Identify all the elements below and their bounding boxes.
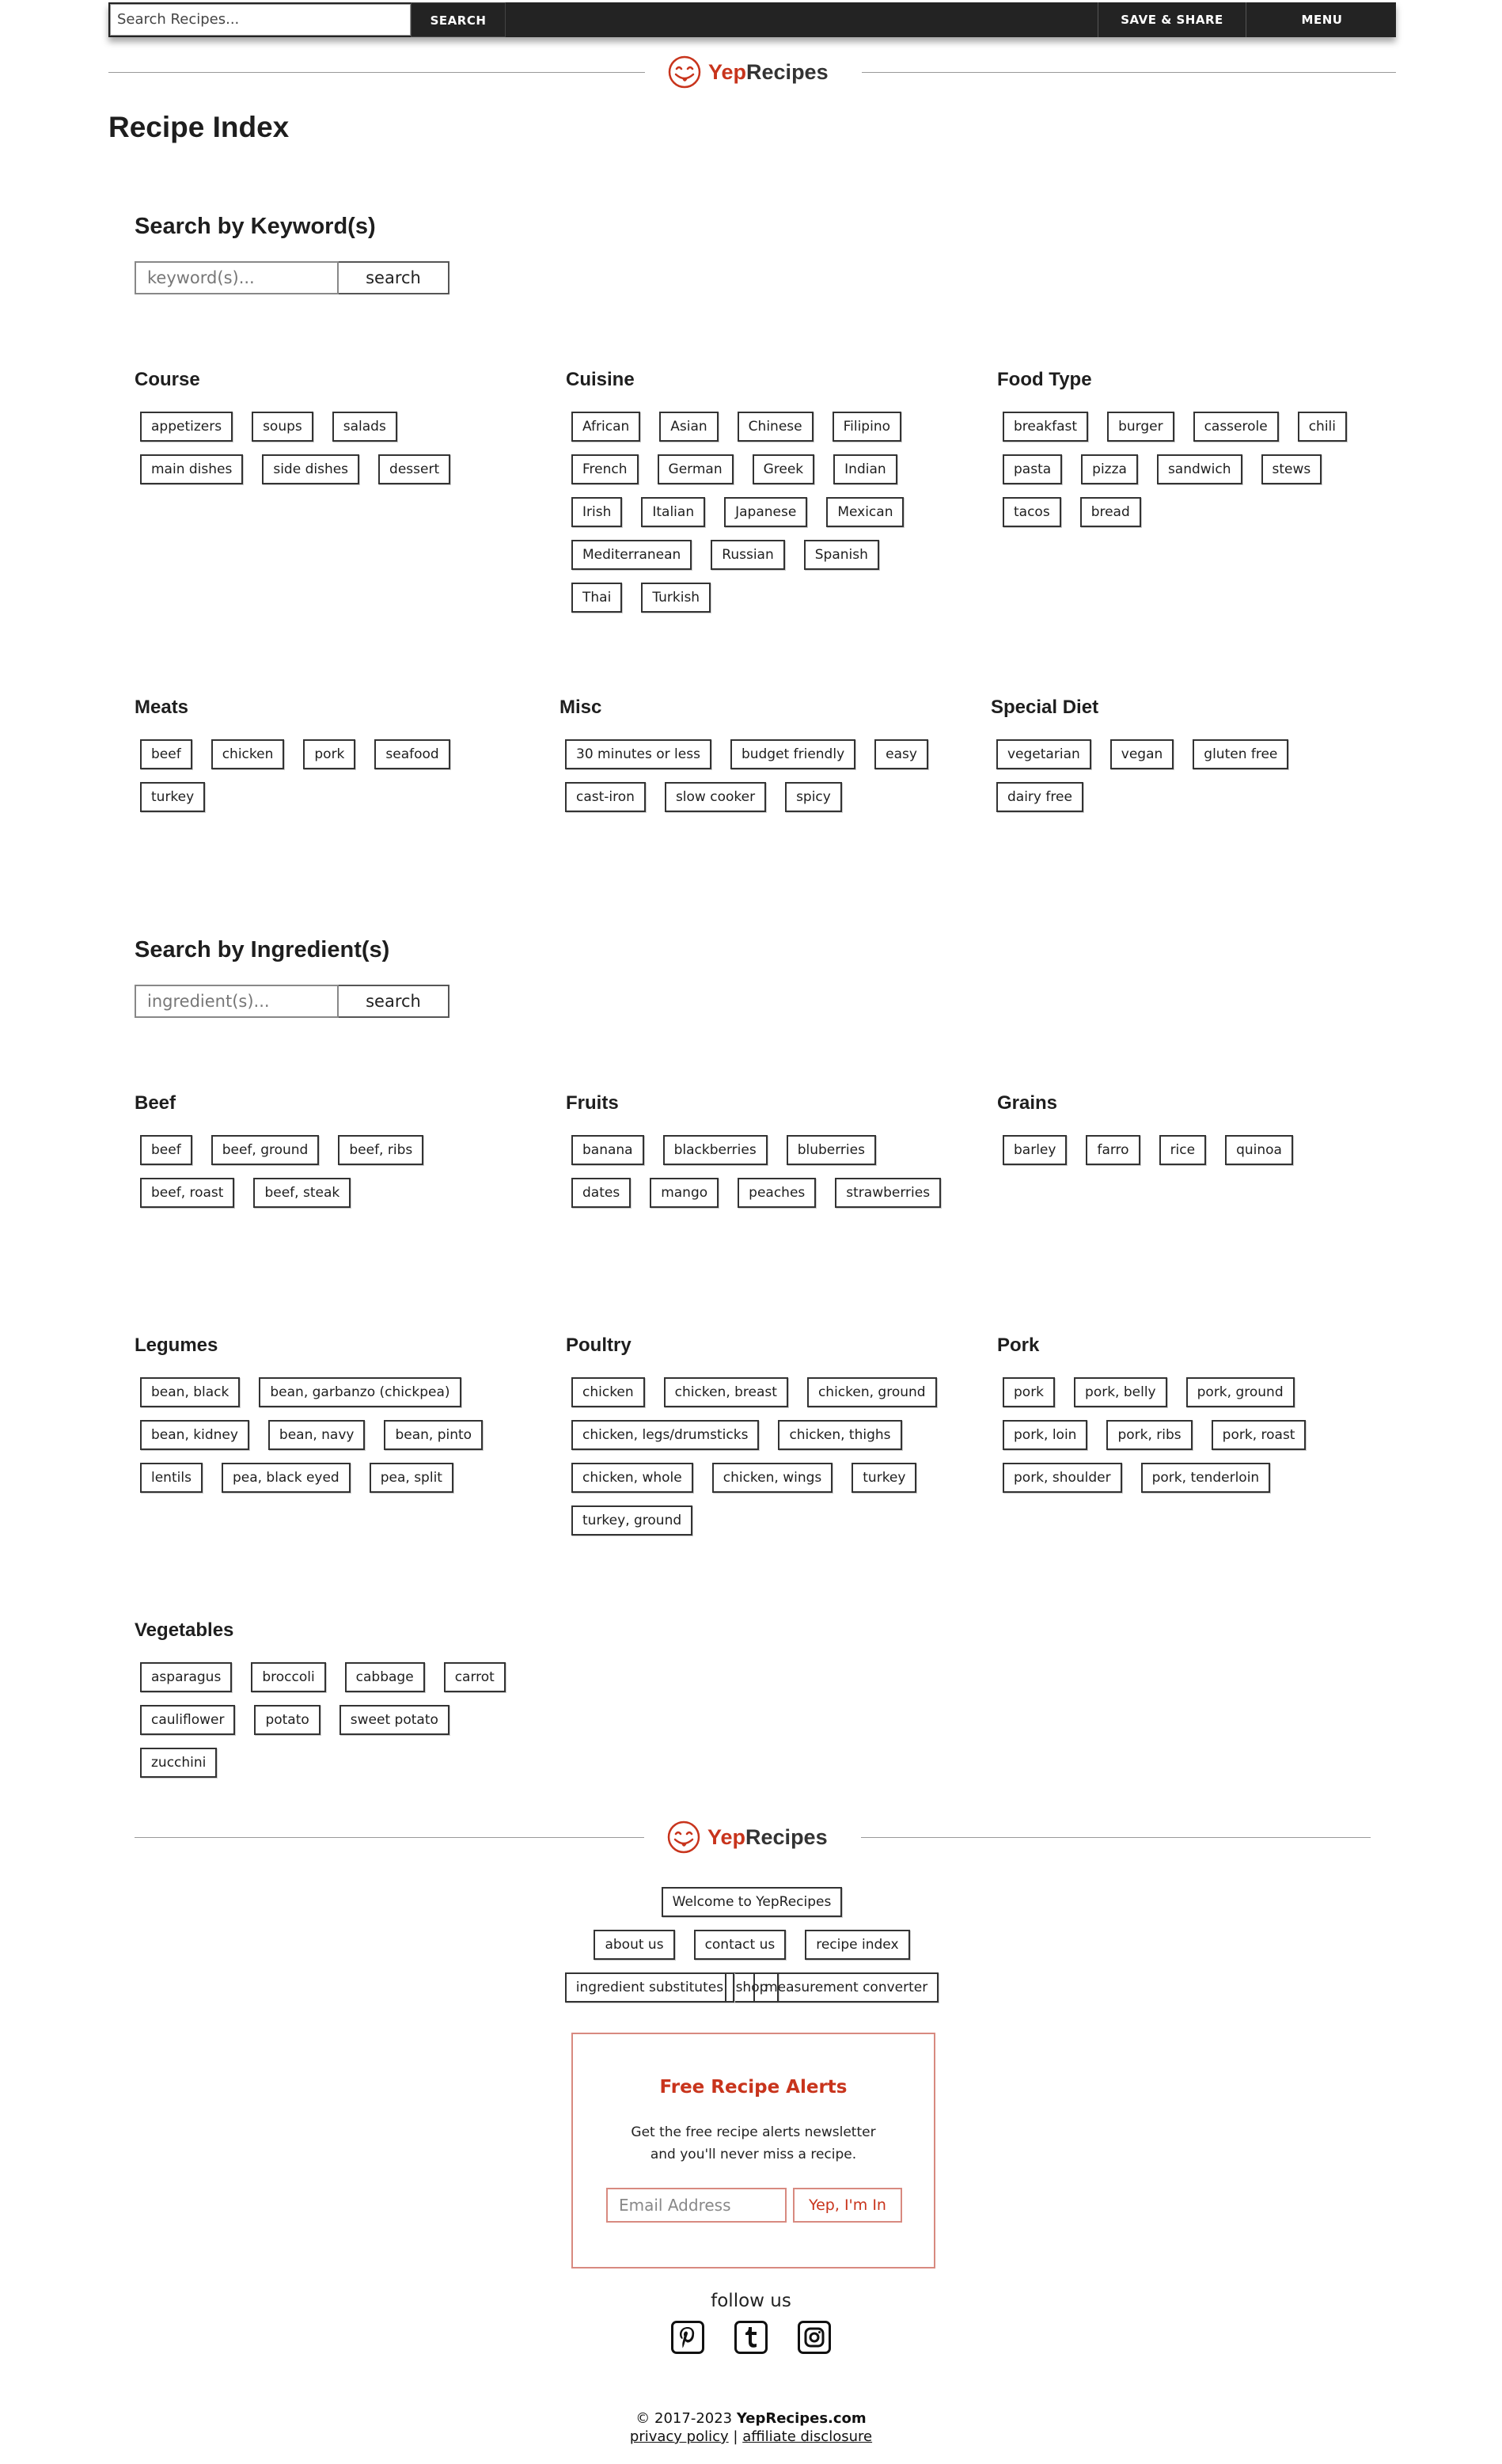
tag-list [997,412,1393,540]
ingredient-search-form [135,985,449,1018]
tag-stews[interactable]: stews [1261,454,1322,484]
tag-turkey[interactable]: turkey [852,1463,916,1493]
social-links [671,2321,831,2354]
category-title: Food Type [997,369,1092,390]
tag-turkey-ground[interactable]: turkey, ground [571,1505,692,1536]
tag-chicken-wings[interactable]: chicken, wings [712,1463,833,1493]
alerts-form [606,2188,902,2223]
divider [108,72,645,73]
tag-pork-ribs[interactable]: pork, ribs [1106,1420,1192,1450]
tag-pork-loin[interactable]: pork, loin [1003,1420,1087,1450]
tag-mexican[interactable]: Mexican [826,497,904,527]
tag-pork-ground[interactable]: pork, ground [1186,1377,1295,1407]
footer-link-shop[interactable]: shop [725,1972,779,2003]
tag-bread[interactable]: bread [1080,497,1141,527]
category-title: Poultry [566,1335,632,1356]
top-navigation-bar [108,2,1396,37]
subscribe-button[interactable]: Yep, I'm In [793,2188,902,2223]
footer-link-measurement-converter[interactable]: measurement converter [753,1972,939,2003]
tag-gluten-free[interactable]: gluten free [1193,739,1288,769]
category-title: Fruits [566,1092,619,1114]
tag-dessert[interactable]: dessert [378,454,450,484]
tag-dairy-free[interactable]: dairy free [996,782,1083,812]
tag-salads[interactable]: salads [332,412,397,442]
tag-beef-ribs[interactable]: beef, ribs [338,1135,423,1165]
tag-dates[interactable]: dates [571,1178,631,1208]
ingredient-search-title: Search by Ingredient(s) [135,937,390,962]
tag-vegetarian[interactable]: vegetarian [996,739,1091,769]
tag-bean-black[interactable]: bean, black [140,1377,240,1407]
affiliate-disclosure-link[interactable]: affiliate disclosure [742,2428,873,2445]
tag-sweet-potato[interactable]: sweet potato [339,1705,449,1735]
tag-pork-shoulder[interactable]: pork, shoulder [1003,1463,1122,1493]
header-logo-row [108,52,1396,92]
tag-casserole[interactable]: casserole [1193,412,1279,442]
tag-filipino[interactable]: Filipino [833,412,901,442]
alerts-desc-line-1: Get the free recipe alerts newsletter [631,2124,876,2140]
tag-budget-friendly[interactable]: budget friendly [730,739,855,769]
tag-pea-split[interactable]: pea, split [370,1463,453,1493]
tag-irish[interactable]: Irish [571,497,622,527]
footer-link-ingredient-substitutes[interactable]: ingredient substitutes [565,1972,734,2003]
follow-us-label: follow us [711,2291,791,2311]
footer-link-recipe-index[interactable]: recipe index [805,1930,909,1960]
category-group-fruits [566,1092,962,1221]
ingredient-search-button[interactable]: search [339,985,449,1018]
tag-greek[interactable]: Greek [753,454,815,484]
tag-bean-navy[interactable]: bean, navy [268,1420,366,1450]
legal-links [0,2428,1502,2445]
tag-blackberries[interactable]: blackberries [663,1135,768,1165]
tag-japanese[interactable]: Japanese [724,497,807,527]
tag-pork-roast[interactable]: pork, roast [1212,1420,1307,1450]
tag-asian[interactable]: Asian [659,412,718,442]
tag-30-minutes-or-less[interactable]: 30 minutes or less [565,739,711,769]
keyword-search-form [135,261,449,294]
tag-indian[interactable]: Indian [833,454,897,484]
tag-list [135,1377,514,1505]
tag-rice[interactable]: rice [1159,1135,1207,1165]
tag-turkey[interactable]: turkey [140,782,205,812]
category-title: Legumes [135,1335,218,1356]
keyword-search-title: Search by Keyword(s) [135,214,376,239]
tag-vegan[interactable]: vegan [1110,739,1174,769]
tag-pea-black-eyed[interactable]: pea, black eyed [222,1463,351,1493]
tag-potato[interactable]: potato [254,1705,320,1735]
tag-pork[interactable]: pork [303,739,355,769]
tag-chicken-breast[interactable]: chicken, breast [664,1377,788,1407]
tag-turkish[interactable]: Turkish [641,583,711,613]
keyword-search-button[interactable]: search [339,261,449,294]
smiley-logo-icon [667,55,702,89]
instagram-icon[interactable] [798,2321,831,2354]
tag-farro[interactable]: farro [1086,1135,1140,1165]
tag-slow-cooker[interactable]: slow cooker [665,782,766,812]
tag-breakfast[interactable]: breakfast [1003,412,1088,442]
save-share-button[interactable]: SAVE & SHARE [1098,2,1246,37]
tag-barley[interactable]: barley [1003,1135,1067,1165]
footer-links-secondary [554,1972,950,2015]
divider [135,1837,644,1838]
legal-separator: | [728,2428,743,2445]
tag-bluberries[interactable]: bluberries [787,1135,876,1165]
tag-cauliflower[interactable]: cauliflower [140,1705,235,1735]
tag-bean-pinto[interactable]: bean, pinto [384,1420,483,1450]
tumblr-icon[interactable] [734,2321,768,2354]
menu-button[interactable]: MENU [1301,13,1343,27]
footer-logo-row [135,1817,1371,1857]
category-group-course [135,369,530,497]
copyright-site: YepRecipes.com [736,2410,867,2427]
tag-beef-roast[interactable]: beef, roast [140,1178,234,1208]
category-group-special-diet [991,697,1386,825]
privacy-policy-link[interactable]: privacy policy [629,2428,729,2445]
keyword-search-input[interactable]: keyword(s)... [135,261,339,294]
tag-french[interactable]: French [571,454,639,484]
tag-seafood[interactable]: seafood [374,739,449,769]
tag-mediterranean[interactable]: Mediterranean [571,540,692,570]
tag-pork[interactable]: pork [1003,1377,1055,1407]
tag-carrot[interactable]: carrot [444,1662,506,1692]
tag-chili[interactable]: chili [1298,412,1347,442]
tag-list [135,739,530,825]
tag-strawberries[interactable]: strawberries [835,1178,941,1208]
category-title: Meats [135,697,189,718]
alerts-desc-line-2: and you'll never miss a recipe. [650,2147,857,2162]
tag-banana[interactable]: banana [571,1135,644,1165]
tag-bean-kidney[interactable]: bean, kidney [140,1420,249,1450]
email-input[interactable]: Email Address [606,2188,787,2223]
welcome-link[interactable]: Welcome to YepRecipes [662,1887,843,1917]
category-group-poultry [566,1335,962,1548]
recipe-alerts-box [571,2033,935,2268]
site-search-input[interactable]: Search Recipes... [110,4,411,36]
divider [862,72,1396,73]
site-logo[interactable] [667,52,829,92]
tag-main-dishes[interactable]: main dishes [140,454,243,484]
tag-list [566,1135,962,1221]
copyright [0,2410,1502,2427]
category-title: Pork [997,1335,1040,1356]
logo-text-yep: Yep [707,1824,746,1849]
tag-list [135,1662,530,1790]
tag-beef-ground[interactable]: beef, ground [211,1135,320,1165]
tag-list [566,1377,962,1548]
tag-zucchini[interactable]: zucchini [140,1748,217,1778]
category-title: Grains [997,1092,1058,1114]
tag-cast-iron[interactable]: cast-iron [565,782,646,812]
category-title: Vegetables [135,1619,234,1641]
tag-easy[interactable]: easy [874,739,928,769]
pinterest-icon[interactable] [671,2321,704,2354]
tag-chicken-whole[interactable]: chicken, whole [571,1463,693,1493]
tag-list [997,1377,1345,1505]
category-group-grains [997,1092,1393,1178]
tag-sandwich[interactable]: sandwich [1157,454,1242,484]
tag-tacos[interactable]: tacos [1003,497,1061,527]
tag-chicken[interactable]: chicken [211,739,285,769]
logo-text-recipes: Recipes [745,1824,828,1849]
tag-african[interactable]: African [571,412,640,442]
category-group-beef [135,1092,530,1221]
category-title: Beef [135,1092,176,1114]
tag-list [135,1135,530,1221]
tag-soups[interactable]: soups [252,412,313,442]
tag-list [135,412,530,497]
tag-chicken[interactable]: chicken [571,1377,645,1407]
tag-list [559,739,955,825]
tag-german[interactable]: German [658,454,734,484]
tag-pizza[interactable]: pizza [1081,454,1138,484]
logo-text-recipes: Recipes [746,59,829,84]
tag-pasta[interactable]: pasta [1003,454,1062,484]
alerts-description [573,2121,934,2166]
category-group-cuisine [566,369,930,625]
footer-logo[interactable] [666,1817,828,1857]
tag-chicken-legs-drumsticks[interactable]: chicken, legs/drumsticks [571,1420,759,1450]
tag-list [566,412,930,625]
footer-link-about-us[interactable]: about us [594,1930,674,1960]
ingredient-search-input[interactable]: ingredient(s)... [135,985,339,1018]
tag-thai[interactable]: Thai [571,583,622,613]
tag-chicken-ground[interactable]: chicken, ground [807,1377,937,1407]
tag-pork-belly[interactable]: pork, belly [1074,1377,1167,1407]
tag-bean-garbanzo-chickpea[interactable]: bean, garbanzo (chickpea) [259,1377,461,1407]
tag-pork-tenderloin[interactable]: pork, tenderloin [1141,1463,1271,1493]
tag-chinese[interactable]: Chinese [738,412,814,442]
category-group-legumes [135,1335,514,1505]
category-title: Special Diet [991,697,1099,718]
page-title: Recipe Index [108,111,290,143]
tag-italian[interactable]: Italian [641,497,705,527]
tag-peaches[interactable]: peaches [738,1178,816,1208]
category-title: Misc [559,697,602,718]
tag-beef[interactable]: beef [140,1135,192,1165]
category-title: Cuisine [566,369,635,390]
tag-quinoa[interactable]: quinoa [1225,1135,1293,1165]
tag-spicy[interactable]: spicy [785,782,842,812]
tag-asparagus[interactable]: asparagus [140,1662,232,1692]
category-group-pork [997,1335,1345,1505]
logo-text-yep: Yep [708,59,747,84]
tag-broccoli[interactable]: broccoli [251,1662,325,1692]
tag-lentils[interactable]: lentils [140,1463,203,1493]
category-group-misc [559,697,955,825]
category-group-meats [135,697,530,825]
footer-link-contact-us[interactable]: contact us [694,1930,787,1960]
alerts-title: Free Recipe Alerts [659,2077,848,2098]
tag-list [991,739,1386,825]
category-group-food-type [997,369,1393,540]
tag-side-dishes[interactable]: side dishes [262,454,359,484]
tag-beef[interactable]: beef [140,739,192,769]
tag-russian[interactable]: Russian [711,540,784,570]
tag-appetizers[interactable]: appetizers [140,412,233,442]
category-title: Course [135,369,200,390]
tag-chicken-thighs[interactable]: chicken, thighs [778,1420,901,1450]
tag-mango[interactable]: mango [650,1178,719,1208]
tag-list [997,1135,1393,1178]
divider [861,1837,1371,1838]
tag-spanish[interactable]: Spanish [804,540,879,570]
site-search-button[interactable]: SEARCH [411,2,506,37]
smiley-logo-icon [666,1820,701,1855]
tag-cabbage[interactable]: cabbage [345,1662,425,1692]
footer-welcome [554,1887,950,1930]
tag-burger[interactable]: burger [1107,412,1174,442]
tag-beef-steak[interactable]: beef, steak [253,1178,351,1208]
category-group-vegetables [135,1619,530,1790]
copyright-prefix: © 2017-2023 [635,2410,737,2427]
